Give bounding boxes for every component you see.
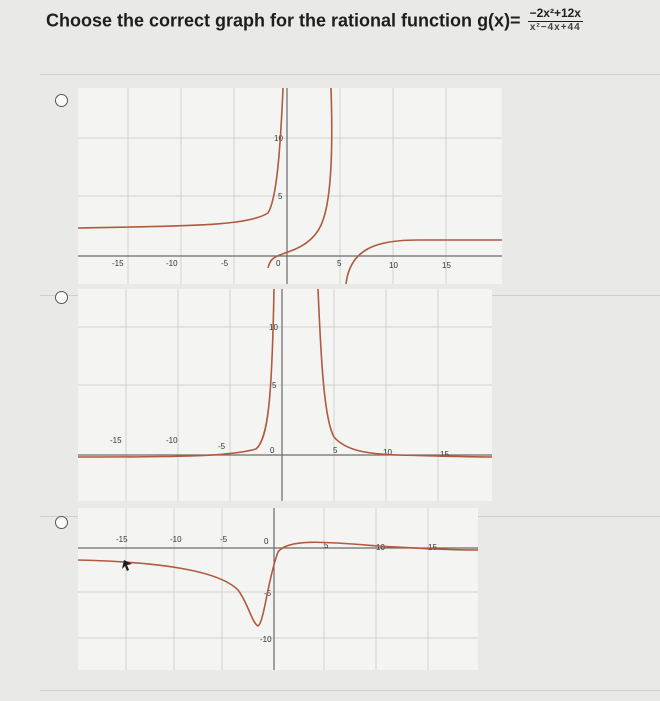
x-tick-label: -10 [166, 436, 178, 445]
y-tick-label: 10 [269, 323, 278, 332]
x-tick-label: -15 [112, 259, 124, 268]
x-tick-label: -10 [170, 535, 182, 544]
x-tick-label: 10 [389, 261, 398, 270]
x-tick-label: 5 [333, 446, 338, 455]
y-tick-label: 10 [274, 134, 283, 143]
x-tick-label: 10 [376, 543, 385, 552]
x-tick-label: -15 [116, 535, 128, 544]
y-tick-label: 5 [278, 192, 283, 201]
fraction-denominator: x²−4x+44 [529, 22, 581, 33]
divider [40, 690, 660, 691]
x-tick-label: 15 [442, 261, 451, 270]
option-1-graph[interactable] [78, 88, 502, 284]
x-tick-label: -15 [110, 436, 122, 445]
x-tick-label: 5 [324, 541, 329, 550]
option-2-graph[interactable] [78, 289, 492, 501]
x-tick-label: 5 [337, 259, 342, 268]
x-tick-label: 0 [276, 259, 281, 268]
option-1-radio[interactable] [55, 94, 68, 107]
graph-background [78, 289, 492, 501]
x-tick-label: 15 [440, 450, 449, 459]
x-tick-label: 0 [270, 446, 275, 455]
x-tick-label: -5 [221, 259, 229, 268]
x-tick-label: 15 [428, 543, 437, 552]
graph-background [78, 508, 478, 670]
question-prompt: Choose the correct graph for the rational function [46, 10, 473, 31]
x-tick-label: 0 [264, 537, 269, 546]
option-3-graph[interactable] [78, 508, 478, 670]
x-tick-label: -10 [166, 259, 178, 268]
x-tick-label: 10 [383, 448, 392, 457]
y-tick-label: -5 [264, 589, 272, 598]
y-tick-label: -10 [260, 635, 272, 644]
function-name: g(x)= [477, 10, 521, 31]
option-3-radio[interactable] [55, 516, 68, 529]
fraction-numerator: −2x²+12x [529, 6, 581, 20]
function-expression [477, 8, 583, 35]
option-2-radio[interactable] [55, 291, 68, 304]
x-tick-label: -5 [220, 535, 228, 544]
fraction [528, 6, 583, 33]
question-text [46, 8, 583, 35]
x-tick-label: -5 [218, 442, 226, 451]
graph-background [78, 88, 502, 284]
divider [40, 74, 660, 75]
y-tick-label: 5 [272, 381, 277, 390]
